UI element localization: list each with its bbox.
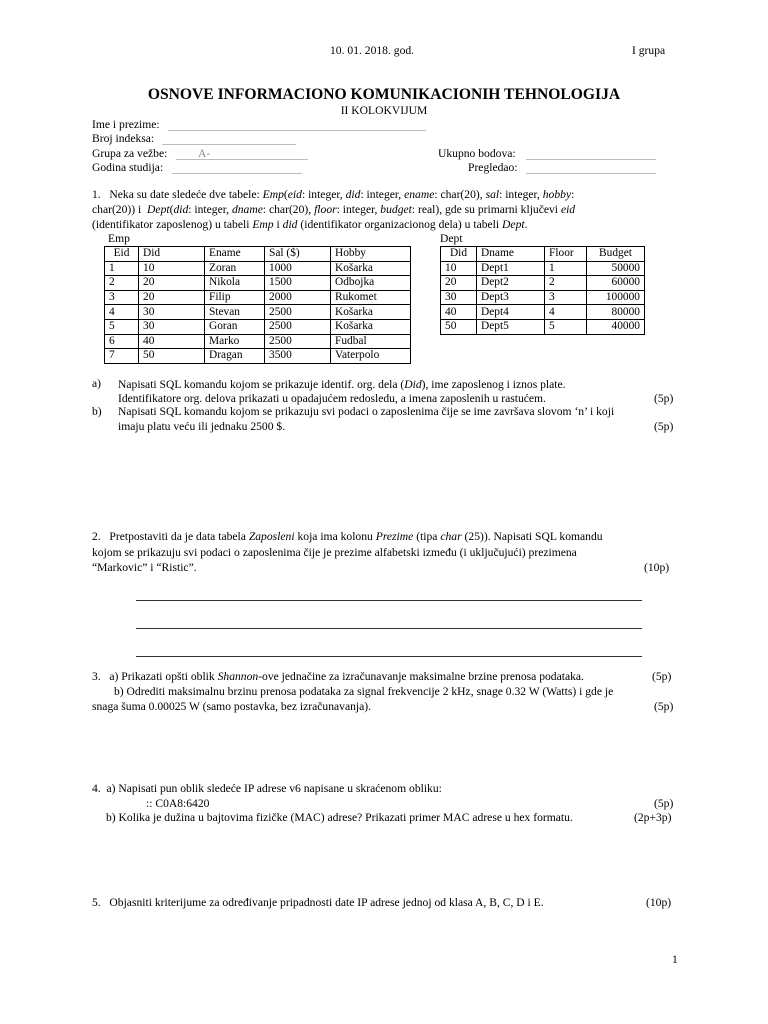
cell: 40 xyxy=(139,334,205,349)
reviewed-label: Pregledao: xyxy=(468,161,518,174)
page-subtitle: II KOLOKVIJUM xyxy=(340,104,428,117)
cell: 20 xyxy=(139,276,205,291)
q4b-points: (2p+3p) xyxy=(634,811,672,824)
page-number: 1 xyxy=(672,953,678,966)
table-row xyxy=(105,290,411,305)
cell: Zoran xyxy=(205,261,265,276)
answer-line[interactable] xyxy=(136,656,642,657)
cell: Rukomet xyxy=(331,290,411,305)
cell: Dept1 xyxy=(477,261,545,276)
cell: 3500 xyxy=(265,349,331,364)
q1a-text: Napisati SQL komandu kojom se prikazuje identif. org. dela (Did), ime zaposlenog i iznos plate. xyxy=(118,378,566,391)
cell: Stevan xyxy=(205,305,265,320)
answer-line[interactable] xyxy=(136,628,642,629)
q1b-text-2: imaju platu veću ili jednaku 2500 $. xyxy=(118,420,286,433)
emp-table xyxy=(104,246,411,364)
cell: 2 xyxy=(545,276,587,291)
q4-ip-address: :: C0A8:6420 xyxy=(146,797,210,810)
cell: Dept2 xyxy=(477,276,545,291)
q2-line-3: “Markovic” i “Ristic”. xyxy=(92,561,197,574)
emp-col-hobby: Hobby xyxy=(331,247,411,262)
group-label: Grupa za vežbe: xyxy=(92,147,168,160)
cell: 20 xyxy=(441,276,477,291)
index-line[interactable] xyxy=(162,144,296,145)
table-row xyxy=(105,319,411,334)
cell: 4 xyxy=(545,305,587,320)
year-line[interactable] xyxy=(172,173,302,174)
page-title: OSNOVE INFORMACIONO KOMUNIKACIONIH TEHNOLOGIJA xyxy=(147,86,621,103)
cell: 5 xyxy=(545,319,587,334)
cell: Dragan xyxy=(205,349,265,364)
cell: Goran xyxy=(205,319,265,334)
cell: 4 xyxy=(105,305,139,320)
q3a-text: 3. a) Prikazati opšti oblik Shannon-ove jednačine za izračunavanje maksimalne brzine prenosa podataka. xyxy=(92,670,584,683)
dept-table-label: Dept xyxy=(440,232,463,245)
cell: 30 xyxy=(139,319,205,334)
q1b-points: (5p) xyxy=(654,420,674,433)
emp-col-sal: Sal ($) xyxy=(265,247,331,262)
points-label: Ukupno bodova: xyxy=(438,147,516,160)
q4a-text: 4. a) Napisati pun oblik sledeće IP adrese v6 napisane u skraćenom obliku: xyxy=(92,782,442,795)
table-row xyxy=(441,276,645,291)
q3b-text: b) Odrediti maksimalnu brzinu prenosa podataka za signal frekvencije 2 kHz, snage 0.32 W (Watts) i gde je xyxy=(114,685,614,698)
points-line[interactable] xyxy=(526,159,656,160)
index-label: Broj indeksa: xyxy=(92,132,155,145)
reviewed-line[interactable] xyxy=(526,173,656,174)
q3b-text-2: snaga šuma 0.00025 W (samo postavka, bez izračunavanja). xyxy=(92,700,372,713)
cell: 40000 xyxy=(587,319,645,334)
cell: 2500 xyxy=(265,334,331,349)
table-row xyxy=(441,305,645,320)
cell: 3 xyxy=(105,290,139,305)
cell: Košarka xyxy=(331,261,411,276)
emp-col-did: Did xyxy=(139,247,205,262)
q1b-label: b) xyxy=(92,405,102,418)
table-row xyxy=(105,276,411,291)
q1-line-1: 1. Neka su date sledeće dve tabele: Emp(eid: integer, did: integer, ename: char(20), sal: integer, hobby: xyxy=(92,188,575,201)
cell: 10 xyxy=(139,261,205,276)
q1a-text-2: Identifikatore org. delova prikazati u opadajućem redosledu, a imena zaposlenih u rastućem. xyxy=(118,392,546,405)
emp-col-ename: Ename xyxy=(205,247,265,262)
cell: 3 xyxy=(545,290,587,305)
cell: 1500 xyxy=(265,276,331,291)
dept-col-dname: Dname xyxy=(477,247,545,262)
cell: Košarka xyxy=(331,305,411,320)
q2-line-2: kojom se prikazuju svi podaci o zaposlenima čije je prezime alfabetski između (i uključujući) prezimena xyxy=(92,546,577,559)
cell: 2 xyxy=(105,276,139,291)
exam-date: 10. 01. 2018. god. xyxy=(330,44,415,57)
q1b-text: Napisati SQL komandu kojom se prikazuju svi podaci o zaposlenima čije se ime završava slovom ‘n’ i koji xyxy=(118,405,615,418)
q4b-text: b) Kolika je dužina u bajtovima fizičke (MAC) adrese? Prikazati primer MAC adrese u hex formatu. xyxy=(106,811,573,824)
cell: 2500 xyxy=(265,319,331,334)
cell: 30 xyxy=(139,305,205,320)
q2-points: (10p) xyxy=(644,561,670,574)
cell: Vaterpolo xyxy=(331,349,411,364)
cell: 1 xyxy=(545,261,587,276)
table-row xyxy=(105,305,411,320)
dept-col-did: Did xyxy=(441,247,477,262)
table-row xyxy=(441,290,645,305)
cell: Filip xyxy=(205,290,265,305)
q5-points: (10p) xyxy=(646,896,672,909)
dept-col-budget: Budget xyxy=(587,247,645,262)
q4a-points: (5p) xyxy=(654,797,674,810)
cell: Dept5 xyxy=(477,319,545,334)
cell: 7 xyxy=(105,349,139,364)
cell: 50 xyxy=(139,349,205,364)
cell: Fudbal xyxy=(331,334,411,349)
cell: 100000 xyxy=(587,290,645,305)
cell: Marko xyxy=(205,334,265,349)
dept-table xyxy=(440,246,645,335)
cell: 20 xyxy=(139,290,205,305)
name-line[interactable] xyxy=(168,130,426,131)
table-row xyxy=(105,349,411,364)
table-row xyxy=(105,334,411,349)
q1-line-3: (identifikator zaposlenog) u tabeli Emp i did (identifikator organizacionog dela) u tabeli Dept. xyxy=(92,218,528,231)
q2-line-1: 2. Pretpostaviti da je data tabela Zaposleni koja ima kolonu Prezime (tipa char (25)). Napisati SQL komandu xyxy=(92,530,603,543)
group-line[interactable] xyxy=(176,159,308,160)
cell: Košarka xyxy=(331,319,411,334)
cell: 1000 xyxy=(265,261,331,276)
table-row xyxy=(441,319,645,334)
year-label: Godina studija: xyxy=(92,161,164,174)
name-label: Ime i prezime: xyxy=(92,118,160,131)
cell: 30 xyxy=(441,290,477,305)
exam-group: I grupa xyxy=(632,44,666,57)
cell: Nikola xyxy=(205,276,265,291)
q5-text: 5. Objasniti kriterijume za određivanje pripadnosti date IP adrese jednoj od klasa A, B, C, D i E. xyxy=(92,896,544,909)
emp-header-row xyxy=(105,247,411,262)
cell: Odbojka xyxy=(331,276,411,291)
cell: Dept3 xyxy=(477,290,545,305)
cell: 50000 xyxy=(587,261,645,276)
emp-table-label: Emp xyxy=(108,232,130,245)
cell: Dept4 xyxy=(477,305,545,320)
cell: 2000 xyxy=(265,290,331,305)
table-row xyxy=(105,261,411,276)
q1-line-2: char(20)) i Dept(did: integer, dname: char(20), floor: integer, budget: real), gde su primarni ključevi eid xyxy=(92,203,576,216)
cell: 80000 xyxy=(587,305,645,320)
q3a-points: (5p) xyxy=(652,670,672,683)
cell: 60000 xyxy=(587,276,645,291)
answer-line[interactable] xyxy=(136,600,642,601)
group-value: A- xyxy=(198,147,211,160)
cell: 10 xyxy=(441,261,477,276)
dept-header-row xyxy=(441,247,645,262)
cell: 6 xyxy=(105,334,139,349)
cell: 50 xyxy=(441,319,477,334)
q1a-label: a) xyxy=(92,377,102,390)
q3b-points: (5p) xyxy=(654,700,674,713)
cell: 2500 xyxy=(265,305,331,320)
cell: 40 xyxy=(441,305,477,320)
dept-col-floor: Floor xyxy=(545,247,587,262)
cell: 1 xyxy=(105,261,139,276)
emp-col-eid: Eid xyxy=(105,247,139,262)
cell: 5 xyxy=(105,319,139,334)
table-row xyxy=(441,261,645,276)
q1a-points: (5p) xyxy=(654,392,674,405)
